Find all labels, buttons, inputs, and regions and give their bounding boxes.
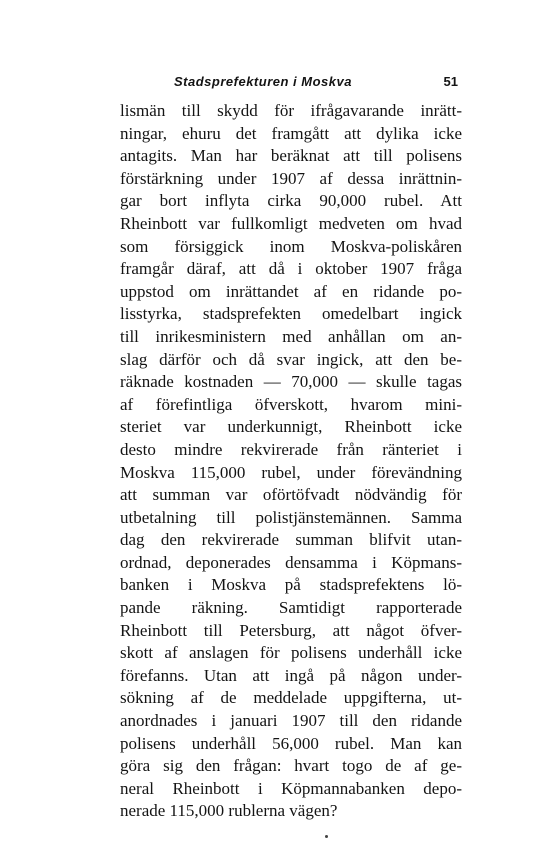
running-title: Stadsprefekturen i Moskva — [174, 74, 352, 89]
page-number: 51 — [443, 74, 458, 89]
text-line: lismän till skydd för ifrågavarande inrätt- — [120, 101, 462, 120]
text-line: uppstod om inrättandet af en ridande po- — [120, 281, 462, 301]
text-line: desto mindre rekvirerade från ränteriet i — [120, 439, 462, 459]
text-line: dag den rekvirerade summan blifvit utan- — [120, 530, 462, 550]
body-text — [120, 100, 462, 823]
text-line: lisstyrka, stadsprefekten omedelbart ingick — [120, 304, 462, 324]
text-line: skott af anslagen för polisens underhåll icke — [120, 643, 462, 663]
text-line: utbetalning till polistjänstemännen. Samma — [120, 507, 462, 527]
print-speck — [325, 835, 328, 838]
text-line: antagits. Man har beräknat att till polisens — [120, 146, 462, 166]
text-line: sökning af de meddelade uppgifterna, ut- — [120, 688, 462, 708]
text-line: förefanns. Utan att ingå på någon under- — [120, 665, 462, 685]
text-line: Rheinbott var fullkomligt medveten om hvad — [120, 213, 462, 233]
text-line: gar bort inflyta cirka 90,000 rubel. Att — [120, 191, 462, 211]
text-line-last: nerade 115,000 rublerna vägen? — [120, 801, 338, 821]
text-line: ordnad, deponerades densamma i Köpmans- — [120, 552, 462, 572]
text-line: att summan var oförtöfvadt nödvändig för — [120, 485, 462, 505]
text-line: pande räkning. Samtidigt rapporterade — [120, 598, 462, 618]
text-line: ningar, ehuru det framgått att dylika icke — [120, 123, 462, 143]
text-line: slag därför och då svar ingick, att den be- — [120, 349, 462, 369]
text-line: räknade kostnaden — 70,000 — skulle tagas — [120, 372, 462, 392]
text-line: framgår däraf, att då i oktober 1907 fråga — [120, 259, 462, 279]
text-line: anordnades i januari 1907 till den ridande — [120, 711, 462, 731]
text-line: som försiggick inom Moskva-poliskåren — [120, 236, 462, 256]
running-head — [120, 74, 458, 96]
text-line: steriet var underkunnigt, Rheinbott icke — [120, 417, 462, 437]
text-line: Moskva 115,000 rubel, under förevändning — [120, 462, 462, 482]
text-line: göra sig den frågan: hvart togo de af ge- — [120, 756, 462, 776]
text-line: banken i Moskva på stadsprefektens lö- — [120, 575, 462, 595]
text-line: till inrikesministern med anhållan om an- — [120, 326, 462, 346]
text-line: af förefintliga öfverskott, hvarom mini- — [120, 394, 462, 414]
text-line: förstärkning under 1907 af dessa inrättnin- — [120, 168, 462, 188]
text-line: polisens underhåll 56,000 rubel. Man kan — [120, 733, 462, 753]
text-line: Rheinbott till Petersburg, att något öfver- — [120, 620, 462, 640]
text-line: neral Rheinbott i Köpmannabanken depo- — [120, 778, 462, 798]
